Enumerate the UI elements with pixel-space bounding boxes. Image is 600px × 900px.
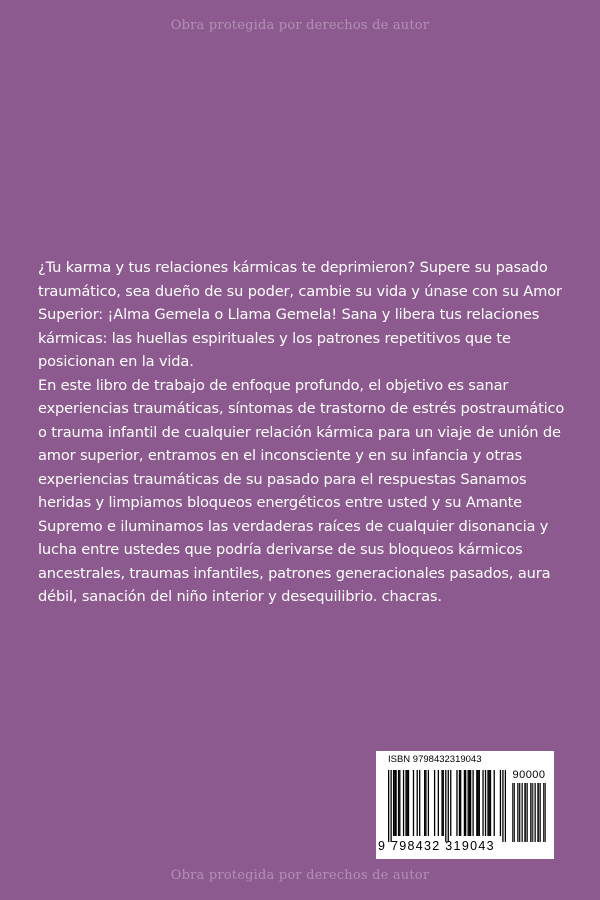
barcode-bar [470,770,471,836]
barcode-addon-bar [527,783,528,842]
barcode-bar [428,770,429,836]
barcode-bar [419,770,420,836]
barcode-addon-bar [526,783,527,842]
barcode-bar [502,770,503,842]
barcode-addon-bar [530,783,531,842]
barcode-bar [445,770,446,842]
watermark-bottom: Obra protegida por derechos de autor [170,868,430,883]
back-cover-blurb [38,256,568,609]
barcode-bar [408,770,409,836]
barcode-bar [472,770,473,836]
barcode-bar [448,770,449,842]
barcode-addon-bar [538,783,539,842]
barcode-bar [482,770,483,836]
barcode-bar [399,770,400,836]
barcode-addon-number: 90000 [512,769,546,781]
barcode-bar [424,770,425,836]
barcode-bar [443,770,444,836]
barcode-bar [469,770,470,836]
isbn-label: ISBN 9798432319043 [388,754,482,765]
barcode-bar [390,770,391,842]
barcode-addon-bar [525,783,526,842]
barcode-bar [450,770,451,836]
barcode-bar [425,770,426,836]
barcode-addon-bar [534,783,535,842]
barcode-addon-bars [512,783,546,842]
barcode-bar [393,770,394,836]
barcode-bar [479,770,480,836]
barcode-addon-bar [543,783,544,842]
barcode-bar [441,770,442,836]
barcode-bar [403,770,404,836]
barcode-addon-bar [524,783,525,842]
blurb-paragraph-2: En este libro de trabajo de enfoque profundo, el objetivo es sanar experiencias traumáticas, síntomas de trastorno de estrés postraumático o trauma infantil de cualquier relación kármica para un viaje de unión de amor superior, entramos en el inconsciente y en su infancia y otras experiencias traumáticas de su pasado para el respuestas Sanamos heridas y limpiamos bloqueos energéticos entre usted y su Amante Supremo e iluminamos las verdaderas raíces de cualquier disonancia y lucha entre ustedes que podría derivarse de sus bloqueos kármicos ancestrales, traumas infantiles, patrones generacionales pasados, aura débil, sanación del niño interior y desequilibrio. chacras. [38,376,565,605]
barcode-addon-bar [514,783,515,842]
barcode-addon-bar [513,783,514,842]
barcode-bar [494,770,495,836]
barcode-addon-bar [532,783,533,842]
barcode-bar [467,770,468,836]
blurb-paragraph-1: ¿Tu karma y tus relaciones kármicas te deprimieron? Supere su pasado traumático, sea dueño de su poder, cambie su vida y únase con su Amor Superior: ¡Alma Gemela o Llama Gemela! Sana y libera tus relaciones kármicas: las huellas espirituales y los patrones repetitivos que te posicionan en la vida. [38,259,562,370]
barcode-addon-bar [544,783,545,842]
barcode-bar [438,770,439,836]
barcode-bar [505,770,506,842]
barcode-bar [395,770,396,836]
barcode-bar [500,770,501,836]
barcode-bar [417,770,418,836]
barcode-bar [485,770,486,836]
barcode-addon-bar [540,783,541,842]
barcode-addon-bar [537,783,538,842]
barcode-addon-bar [545,783,546,842]
barcode-addon-bar [531,783,532,842]
barcode-bar [477,770,478,836]
barcode-addon-bar [522,783,523,842]
barcode-addon-bar [521,783,522,842]
barcode-bar [394,770,395,836]
barcode-bar [456,770,457,836]
barcode-bar [434,770,435,836]
barcode-addon-bar [519,783,520,842]
barcode-bar [405,770,406,836]
barcode-bar [407,770,408,836]
barcode-addon-bar [535,783,536,842]
watermark-top: Obra protegida por derechos de autor [170,18,430,33]
barcode-addon-bar [512,783,513,842]
barcode-bar [398,770,399,836]
barcode-bar [460,770,461,836]
barcode-bar [465,770,466,836]
barcode-digits: 9 798432 319043 [378,839,495,853]
barcode-addon-bar [519,783,520,842]
barcode-bar [490,770,491,836]
barcode-bar [489,770,490,836]
isbn-barcode [376,751,554,859]
barcode-bar [459,770,460,836]
barcode-bar [388,770,389,842]
barcode-addon-bar [517,783,518,842]
barcode-bar [487,770,488,836]
barcode-bars [388,770,506,842]
barcode-bar [476,770,477,836]
barcode-addon-bar [539,783,540,842]
barcode-bar [413,770,414,836]
barcode-bar [464,770,465,836]
